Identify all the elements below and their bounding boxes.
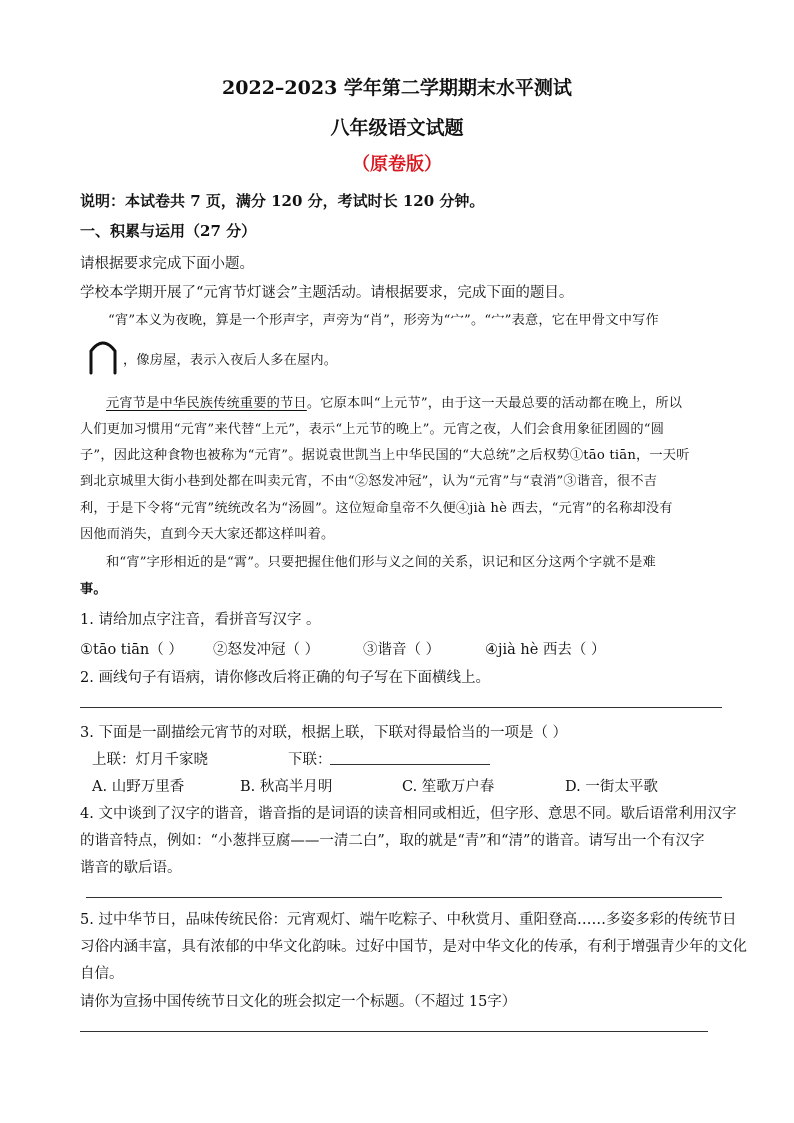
q3-option-b: B. 秋高半月明 xyxy=(240,779,333,795)
passage-line-5: 子”，因此这种食物也被称为“元宵”。据说袁世凯当上中华民国的“大总统”之后权势①tāo tiān，一天听 xyxy=(80,448,690,463)
passage-line-3 xyxy=(106,392,682,411)
section-intro: 学校本学期开展了“元宵节灯谜会”主题活动。请根据要求，完成下面的题目。 xyxy=(80,285,574,301)
q5-line-2: 习俗内涵丰富，具有浓郁的中华文化韵味。过好中国节，是对中华文化的传承，有利于增强青少年的文化 xyxy=(80,939,747,955)
passage-line-8: 因他而消失，直到今天大家还都这样叫着。 xyxy=(80,527,335,542)
q4-answer-line[interactable] xyxy=(86,897,722,898)
exam-subtitle: 八年级语文试题 xyxy=(330,117,464,139)
q5-line-3: 自信。 xyxy=(80,966,124,982)
q3-option-c: C. 笙歌万户春 xyxy=(402,779,495,795)
passage-line-6: 到北京城里大街小巷到处都在叫卖元宵，不由“②怒发冲冠”，认为“元宵”与“袁消”③谐音，很不吉 xyxy=(80,474,658,489)
oracle-bone-roof-glyph xyxy=(88,337,118,375)
q1-item-2: ②怒发冲冠（ ） xyxy=(213,642,320,658)
passage-line-9: 和“宵”字形相近的是“霄”。只要把握住他们形与义之间的关系，识记和区分这两个字就不是难 xyxy=(106,555,656,570)
q1-item-1: ①tāo tiān（ ） xyxy=(80,642,183,658)
passage-line-1: “宵”本义为夜晚，算是一个形声字，声旁为“肖”，形旁为“宀”。“宀”表意，它在甲骨文中写作 xyxy=(108,313,659,328)
q3-answer-line[interactable] xyxy=(330,764,490,765)
passage-line-4: 人们更加习惯用“元宵”来代替“上元”，表示“上元节的晚上”。元宵之夜，人们会食用象征团圆的“圆 xyxy=(80,422,665,437)
section-heading: 一、积累与运用（27 分） xyxy=(80,222,257,240)
q1-item-4: ④jià hè 西去（ ） xyxy=(485,642,606,658)
q4-line-2: 的谐音特点，例如：“小葱拌豆腐——一清二白”，取的就是“青”和“清”的谐音。请写出一个有汉字 xyxy=(80,833,705,849)
q3-upper-couplet: 上联：灯月千家晓 xyxy=(92,752,208,768)
q5-answer-line[interactable] xyxy=(80,1031,708,1032)
passage-line-10: 事。 xyxy=(80,582,107,597)
q2-answer-line[interactable] xyxy=(80,707,722,708)
exam-note: 说明：本试卷共 7 页，满分 120 分，考试时长 120 分钟。 xyxy=(80,192,485,210)
q4-line-1: 4. 文中谈到了汉字的谐音，谐音指的是词语的读音相同或相近，但字形、意思不同。歇后语常利用汉字 xyxy=(80,806,737,822)
q3-option-a: A. 山野万里香 xyxy=(92,779,185,795)
q3-stem: 3. 下面是一副描绘元宵节的对联，根据上联，下联对得最恰当的一项是（ ） xyxy=(80,725,568,741)
q1-item-3: ③谐音（ ） xyxy=(363,642,441,658)
q1-stem: 1. 请给加点字注音，看拼音写汉字 。 xyxy=(80,612,321,628)
passage-line-7: 利，于是下令将“元宵”统统改名为“汤圆”。这位短命皇帝不久便④jià hè 西去，“元宵”的名称却没有 xyxy=(80,501,673,516)
section-instruction: 请根据要求完成下面小题。 xyxy=(80,256,254,272)
passage-line-3-rest: 。它原本叫“上元节”，由于这一天最总要的活动都在晚上，所以 xyxy=(306,396,683,411)
q5-line-1: 5. 过中华节日，品味传统民俗：元宵观灯、端午吃粽子、中秋赏月、重阳登高……多姿多彩的传统节日 xyxy=(80,912,737,928)
edition-label: （原卷版） xyxy=(352,154,442,175)
passage-line-2: ，像房屋，表示入夜后人多在屋内。 xyxy=(123,353,338,368)
underlined-sentence: 元宵节是中华民族传统重要的节日 xyxy=(106,396,307,411)
q3-lower-couplet-label: 下联： xyxy=(288,752,332,768)
q2-stem: 2. 画线句子有语病，请你修改后将正确的句子写在下面横线上。 xyxy=(80,670,490,686)
q3-option-d: D. 一街太平歌 xyxy=(565,779,658,795)
q5-line-4: 请你为宣扬中国传统节日文化的班会拟定一个标题。（不超过 15字） xyxy=(80,994,517,1010)
exam-title: 2022–2023 学年第二学期期末水平测试 xyxy=(222,77,572,99)
q4-line-3: 谐音的歇后语。 xyxy=(80,860,182,876)
